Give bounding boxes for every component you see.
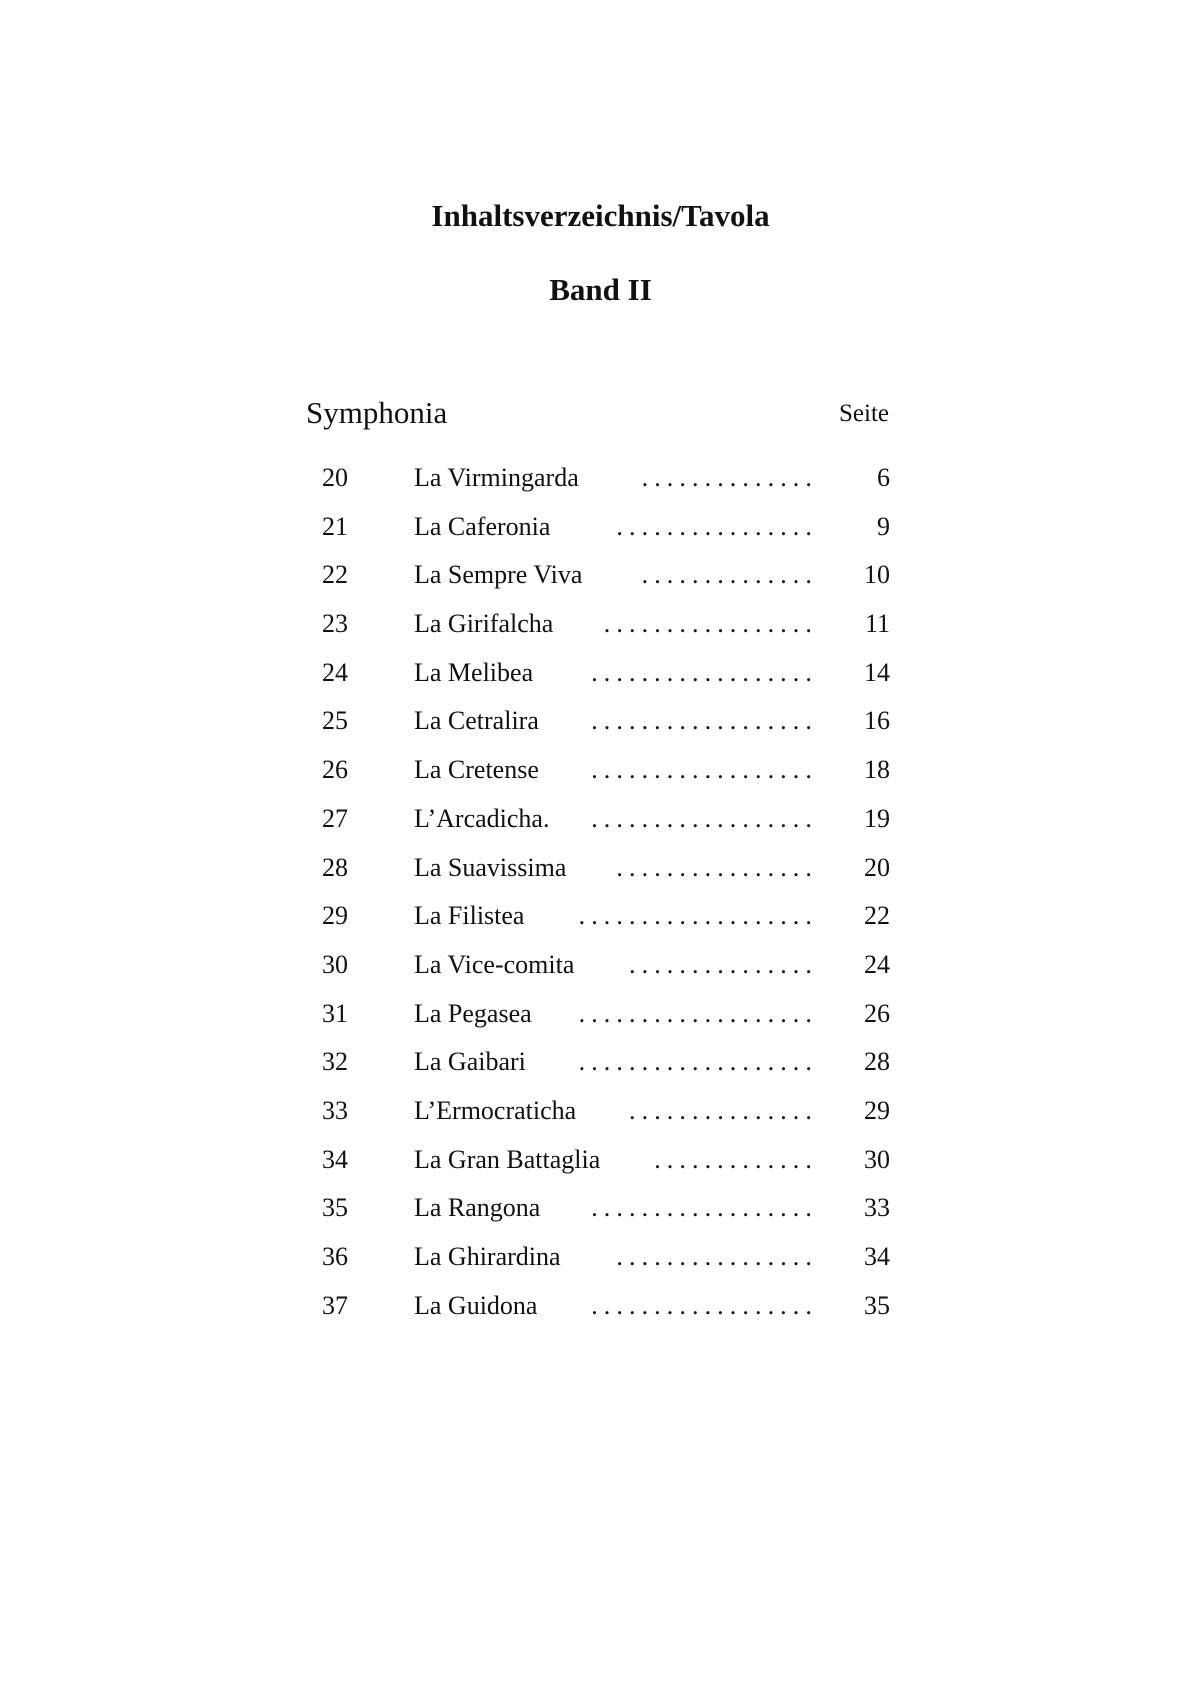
entry-title: La Pegasea [414, 998, 532, 1028]
dot-leader: ................. [603, 609, 818, 639]
toc-entry [306, 460, 892, 509]
entry-number: 23 [322, 609, 348, 639]
entry-page: 6 [877, 463, 890, 492]
dot-leader: ................ [616, 1242, 818, 1271]
toc-entry [306, 1288, 892, 1337]
entry-page: 16 [864, 706, 890, 736]
entry-page: 24 [864, 949, 890, 979]
entry-title: La Filistea [414, 901, 525, 931]
entry-number: 35 [322, 1193, 348, 1223]
entry-title: La Girifalcha [414, 609, 554, 639]
toc-entry [306, 606, 892, 655]
entry-title: L’Ermocraticha [414, 1095, 577, 1125]
entry-page: 20 [864, 852, 890, 882]
entry-title: La Guidona [414, 1290, 538, 1320]
entry-page: 11 [864, 609, 890, 639]
entry-number: 29 [322, 901, 348, 931]
toc-entry [306, 996, 892, 1045]
entry-number: 24 [322, 657, 348, 687]
entry-page: 34 [864, 1242, 890, 1271]
toc-entry [306, 1142, 892, 1191]
entry-number: 36 [322, 1242, 348, 1271]
toc-entry [306, 850, 892, 899]
entry-title: La Cretense [414, 755, 539, 785]
toc-entry [306, 947, 892, 996]
entry-page: 33 [864, 1193, 890, 1223]
entry-page: 29 [864, 1095, 890, 1125]
page-subtitle: Band II [549, 272, 652, 307]
entry-page: 14 [864, 657, 890, 687]
toc-entry [306, 1044, 892, 1093]
entry-title: L’Arcadicha. [414, 803, 550, 833]
dot-leader: .............. [641, 463, 818, 492]
entry-title: La Gran Battaglia [414, 1144, 601, 1174]
dot-leader: ............... [629, 1095, 818, 1125]
entry-number: 25 [322, 706, 348, 736]
entry-number: 22 [322, 560, 348, 590]
entry-number: 26 [322, 755, 348, 785]
toc-entry [306, 509, 892, 558]
entry-number: 34 [322, 1144, 348, 1174]
toc-entry [306, 1239, 892, 1288]
dot-leader: ............... [629, 949, 818, 979]
entry-page: 19 [864, 803, 890, 833]
entry-title: La Rangona [414, 1193, 541, 1223]
entry-title: La Gaibari [414, 1047, 526, 1077]
toc-entry [306, 752, 892, 801]
entry-title: La Vice-comita [414, 949, 575, 979]
toc-entry [306, 1093, 892, 1142]
dot-leader: ................ [616, 511, 818, 541]
dot-leader: ................... [578, 998, 818, 1028]
entry-number: 30 [322, 949, 348, 979]
toc-entry [306, 703, 892, 752]
entry-title: La Melibea [414, 657, 534, 687]
entry-page: 26 [864, 998, 890, 1028]
entry-page: 35 [864, 1290, 890, 1320]
dot-leader: .............. [641, 560, 818, 590]
entry-number: 33 [322, 1095, 348, 1125]
entry-number: 20 [322, 463, 348, 492]
dot-leader: ................ [616, 852, 818, 882]
dot-leader: .................. [591, 657, 818, 687]
toc-entry [306, 1190, 892, 1239]
dot-leader: ............. [654, 1144, 818, 1174]
dot-leader: ................... [578, 1047, 818, 1077]
entry-title: La Sempre Viva [414, 560, 583, 590]
toc-entry [306, 655, 892, 704]
entry-page: 9 [877, 511, 890, 541]
entry-page: 22 [864, 901, 890, 931]
page-title: Inhaltsverzeichnis/Tavola [431, 198, 770, 233]
entry-title: La Cetralira [414, 706, 539, 736]
entry-number: 31 [322, 998, 348, 1028]
entry-title: La Ghirardina [414, 1242, 561, 1271]
entry-title: La Suavissima [414, 852, 567, 882]
toc-entry [306, 557, 892, 606]
entry-number: 37 [322, 1290, 348, 1320]
entry-number: 28 [322, 852, 348, 882]
dot-leader: .................. [591, 1193, 818, 1223]
dot-leader: .................. [591, 706, 818, 736]
dot-leader: .................. [591, 755, 818, 785]
entry-number: 21 [322, 511, 348, 541]
entry-page: 18 [864, 755, 890, 785]
toc-entry [306, 801, 892, 850]
dot-leader: .................. [591, 1290, 818, 1320]
entry-page: 30 [864, 1144, 890, 1174]
entry-number: 27 [322, 803, 348, 833]
dot-leader: .................. [591, 803, 818, 833]
page-column-heading: Seite [839, 400, 889, 427]
dot-leader: ................... [578, 901, 818, 931]
entry-title: La Caferonia [414, 511, 551, 541]
entry-title: La Virmingarda [414, 463, 579, 492]
entry-page: 10 [864, 560, 890, 590]
table-of-contents [306, 460, 892, 1336]
section-heading: Symphonia [306, 395, 448, 430]
entry-page: 28 [864, 1047, 890, 1077]
toc-entry [306, 898, 892, 947]
entry-number: 32 [322, 1047, 348, 1077]
